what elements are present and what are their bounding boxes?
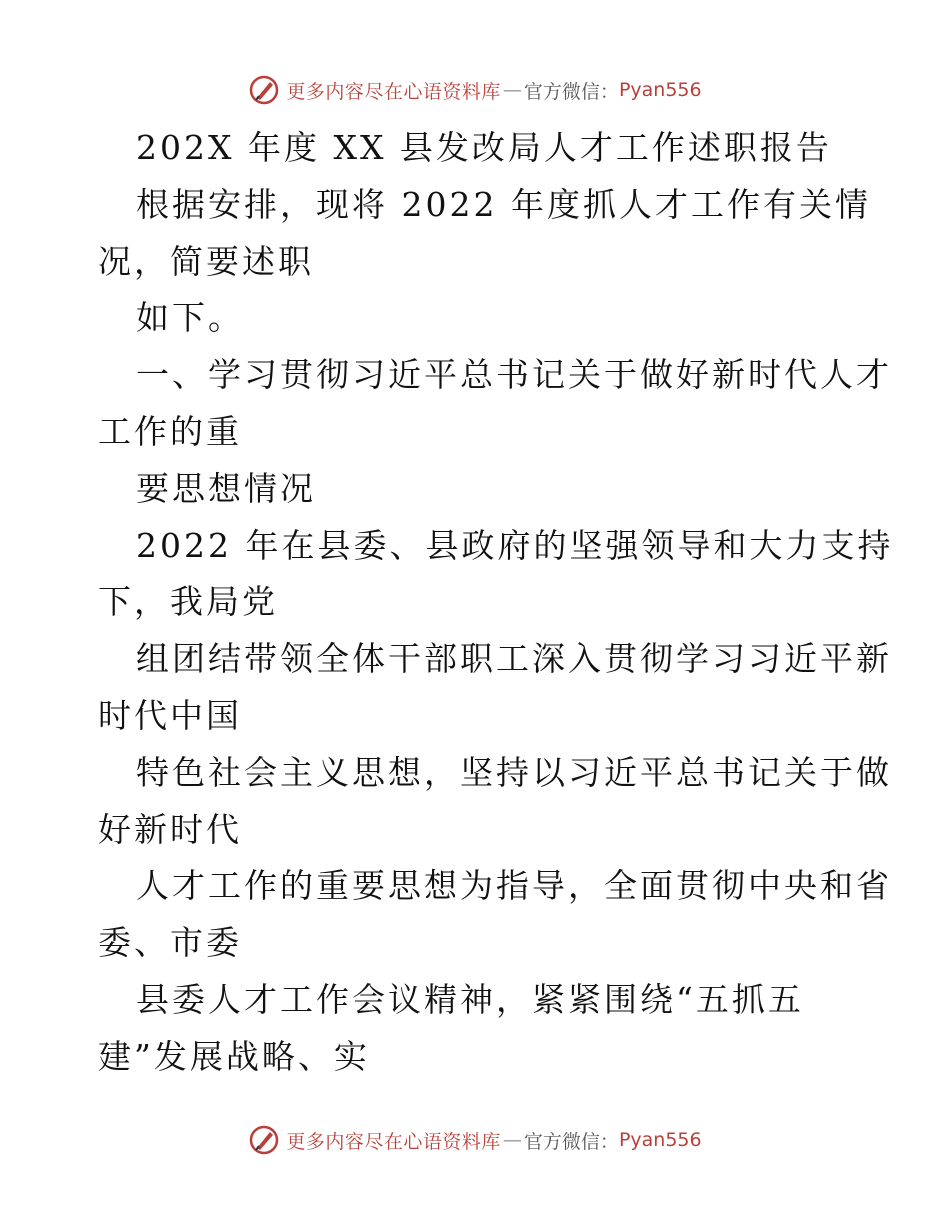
watermark-contact-id: Pyan556	[618, 1129, 702, 1151]
quill-pen-circle-icon	[248, 74, 280, 106]
text-line: 下，我局党	[98, 582, 278, 622]
watermark-contact-label: 官方微信：	[523, 1130, 619, 1153]
watermark-brand: 更多内容尽在心语资料库	[286, 1130, 501, 1153]
text-line: 况，简要述职	[98, 241, 314, 281]
text-line: 人才工作的重要思想为指导，全面贯彻中央和省	[136, 866, 892, 906]
text-line: 根据安排，现将 2022 年度抓人才工作有关情	[136, 184, 871, 224]
text-line: 组团结带领全体干部职工深入贯彻学习习近平新	[136, 639, 892, 679]
text-line: 2022 年在县委、县政府的坚强领导和大力支持	[136, 525, 894, 565]
text-line: 特色社会主义思想，坚持以习近平总书记关于做	[136, 752, 892, 792]
text-line: 时代中国	[98, 695, 242, 735]
document-body	[98, 120, 894, 1086]
text-line: 好新时代	[98, 809, 242, 849]
header-watermark	[0, 72, 950, 108]
text-line: 建”发展战略、实	[98, 1036, 370, 1076]
watermark-contact-id: Pyan556	[618, 79, 702, 101]
text-line: 如下。	[136, 298, 244, 338]
document-title: 202X 年度 XX 县发改局人才工作述职报告	[136, 128, 832, 167]
watermark-brand: 更多内容尽在心语资料库	[286, 80, 501, 103]
text-line: 委、市委	[98, 923, 242, 963]
quill-pen-circle-icon	[248, 1124, 280, 1156]
text-line: 县委人才工作会议精神，紧紧围绕“五抓五	[136, 979, 804, 1019]
section-heading-continued: 工作的重	[98, 411, 242, 451]
watermark-contact-label: 官方微信：	[523, 80, 619, 103]
section-heading: 一、学习贯彻习近平总书记关于做好新时代人才	[136, 355, 892, 395]
footer-watermark	[0, 1122, 950, 1158]
section-heading-continued: 要思想情况	[136, 468, 316, 508]
watermark-separator: —	[502, 79, 522, 101]
watermark-separator: —	[502, 1129, 522, 1151]
